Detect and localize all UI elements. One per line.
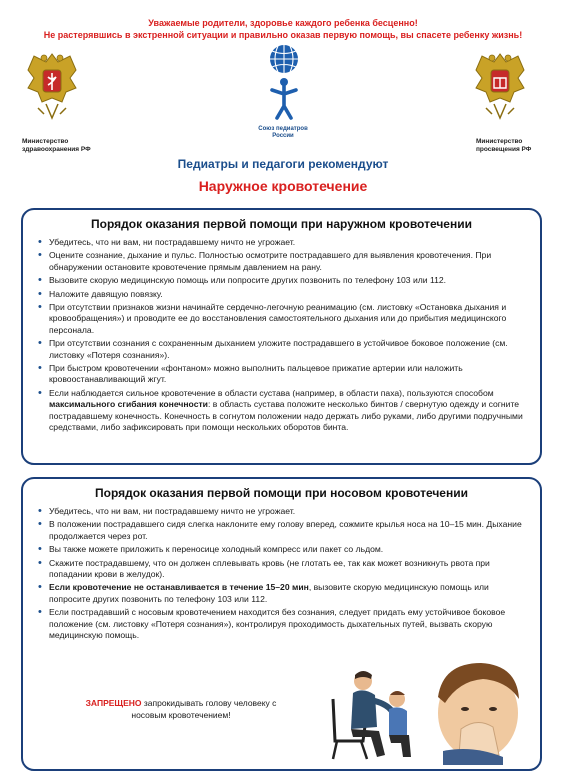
left-org-caption: Министерство здравоохранения РФ bbox=[22, 138, 91, 153]
ministry-health-emblem-icon bbox=[24, 48, 80, 126]
nosebleed-illustration-icon bbox=[293, 651, 538, 765]
bullet-icon: • bbox=[38, 337, 42, 350]
list-item: • Скажите пострадавшему, что он должен сплевывать кровь (не глотать ее, так как может возникнуть рвота при попадании крови в желудок). bbox=[38, 556, 490, 580]
bullet-icon: • bbox=[38, 362, 42, 375]
steps-list bbox=[23, 237, 540, 434]
bullet-icon: • bbox=[38, 505, 42, 517]
bullet-icon: • bbox=[38, 606, 42, 619]
list-item: • Вы также можете приложить к переносице холодный компресс или пакет со льдом. bbox=[38, 543, 384, 556]
external-bleeding-panel bbox=[21, 208, 542, 465]
recommend-line: Педиатры и педагоги рекомендуют bbox=[177, 157, 389, 171]
warning-text: запрокидывать голову человеку с носовым кровотечением! bbox=[131, 698, 277, 720]
list-item: • При быстром кровотечении «фонтаном» можно выполнить пальцевое прижатие артерии или наложить кровоостанавливающий жгут. bbox=[38, 362, 463, 385]
center-org-caption: Союз педиатров России bbox=[258, 126, 308, 139]
list-item: • Если наблюдается сильное кровотечение в области сустава (например, в области паха), пользуются способом максимального сгибания конечности: в область сустава положите несколько бинтов / свернутую одежду и согните пострадавшему конечность. Конечность в согнутом положении надо держать либо руками, либо другими подручными средствами, либо зафиксировать при помощи нескольких оборотов бинта. bbox=[38, 386, 523, 433]
bullet-icon: • bbox=[38, 581, 42, 594]
warning-note bbox=[81, 697, 281, 721]
alert-line-1: Уважаемые родители, здоровье каждого ребенка бесценно! bbox=[148, 18, 418, 28]
bullet-icon: • bbox=[38, 543, 42, 556]
ministry-education-emblem-icon bbox=[472, 48, 528, 126]
warning-label: ЗАПРЕЩЕНО bbox=[85, 698, 142, 708]
right-org-caption: Министерство просвещения РФ bbox=[476, 138, 532, 153]
list-item: • Убедитесь, что ни вам, ни пострадавшему ничто не угрожает. bbox=[38, 236, 296, 248]
list-item: • Убедитесь, что ни вам, ни пострадавшему ничто не угрожает. bbox=[38, 505, 296, 517]
list-item: • Вызовите скорую медицинскую помощь или попросите других позвонить по телефону 103 или 112. bbox=[38, 274, 447, 287]
list-item: • При отсутствии сознания с сохраненным дыханием уложите пострадавшего в устойчивое боковое положение (см. листовку «Потеря сознания»). bbox=[38, 337, 508, 360]
bullet-icon: • bbox=[38, 518, 42, 531]
bullet-icon: • bbox=[38, 386, 42, 399]
list-item: • При отсутствии признаков жизни начинайте сердечно-легочную реанимацию (см. листовку «Остановка дыхания и кровообращения») и проводите ее до восстановления самостоятельного дыхания или до прибытия медицинского персонала. bbox=[38, 301, 507, 335]
list-item: • Оцените сознание, дыхание и пульс. Полностью осмотрите пострадавшего для выявления кровотечения. При обнаружении остановите кровотечение прямым давлением на рану. bbox=[38, 249, 492, 272]
bullet-icon: • bbox=[38, 301, 42, 314]
steps-list bbox=[23, 506, 540, 641]
panel-title: Порядок оказания первой помощи при носовом кровотечении bbox=[95, 486, 468, 500]
list-item: • В положении пострадавшего сидя слегка наклоните ему голову вперед, сожмите крылья носа на 10–15 мин. Дыхание продолжается через рот. bbox=[38, 518, 522, 541]
list-item: • Наложите давящую повязку. bbox=[38, 287, 163, 300]
bullet-icon: • bbox=[38, 249, 42, 262]
list-item: • Если кровотечение не останавливается в течение 15–20 мин, вызовите скорую медицинскую помощь или попросите других позвонить по телефону 103 или 112. bbox=[38, 581, 489, 604]
panel-title: Порядок оказания первой помощи при наружном кровотечении bbox=[91, 217, 472, 231]
bullet-icon: • bbox=[38, 556, 42, 569]
bullet-icon: • bbox=[38, 236, 42, 248]
nosebleed-panel bbox=[21, 477, 542, 771]
alert-line-2: Не растерявшись в экстренной ситуации и правильно оказав первую помощь, вы спасете ребенку жизнь! bbox=[43, 30, 523, 40]
page-title: Наружное кровотечение bbox=[198, 178, 368, 194]
pediatrics-union-logo-icon bbox=[258, 42, 310, 126]
top-alert bbox=[0, 17, 566, 41]
list-item: • Если пострадавший с носовым кровотечением находится без сознания, следует придать ему устойчивое боковое положение (см. листовку «Потеря сознания»), контролируя проходимость дыхательных путей, вызвать скорую медицинскую помощь. bbox=[38, 606, 506, 641]
bullet-icon: • bbox=[38, 287, 42, 300]
bullet-icon: • bbox=[38, 274, 42, 287]
